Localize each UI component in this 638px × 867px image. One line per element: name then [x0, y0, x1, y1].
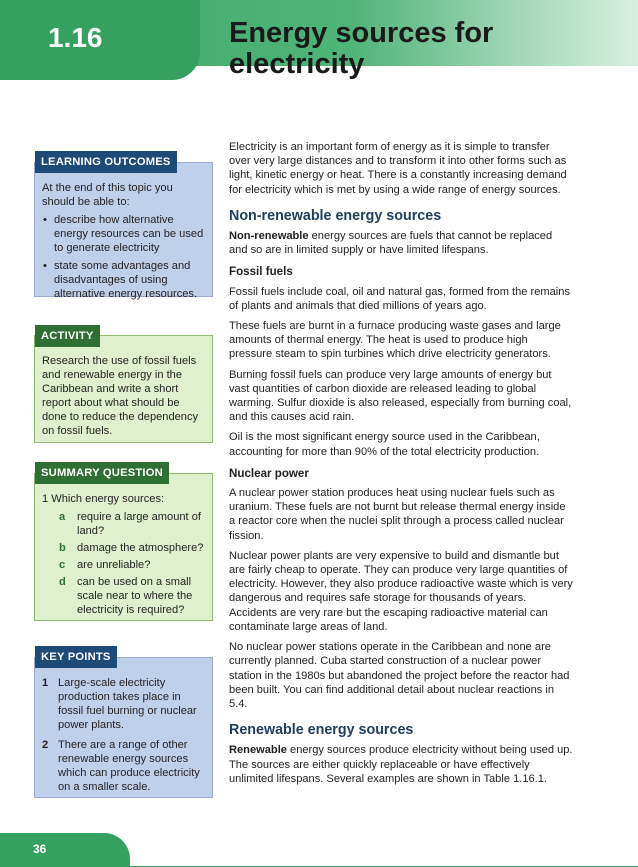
- part-text: require a large amount of land?: [77, 511, 201, 537]
- fossil-paragraph-2: These fuels are burnt in a furnace producing waste gases and large amounts of thermal energy. The heat is used to produce high pressure steam to spin turbines which drive electricity generators.: [229, 320, 561, 361]
- key-points-box: [34, 651, 213, 798]
- activity-text: Research the use of fossil fuels and renewable energy in the Caribbean and write a short report about what should be done to reduce the dependency on fossil fuels.: [42, 355, 199, 437]
- fossil-paragraph-3: Burning fossil fuels can produce very large amounts of energy but vast quantities of carbon dioxide are released leading to global warming. Sulfur dioxide is also released, especially from burning coal, and this causes acid rain.: [229, 368, 572, 424]
- part-letter: d: [59, 576, 66, 588]
- summary-question-parts: [42, 510, 206, 617]
- list-item: [42, 676, 206, 732]
- page-title-line2: electricity: [229, 48, 365, 80]
- list-item: [42, 575, 206, 617]
- summary-question-box: [34, 467, 213, 621]
- nonrenewable-heading: Non-renewable energy sources: [229, 207, 442, 224]
- main-text-column: [229, 140, 573, 792]
- footer-tab: [0, 833, 130, 867]
- list-item: [42, 541, 206, 555]
- nuclear-paragraph-3: No nuclear power stations operate in the Caribbean and none are currently planned. Cuba started construction of a nuclear power station in the 1980s but abandoned the project before the reactor had been built. You can find additional detail about nuclear reactions in 5.4.: [229, 641, 570, 710]
- list-item: • describe how alternative energy resources can be used to generate electricity: [42, 213, 206, 255]
- nuclear-power-heading: Nuclear power: [229, 466, 309, 480]
- page-title: [229, 18, 609, 80]
- renewable-paragraph: [229, 743, 573, 786]
- part-text: are unreliable?: [77, 559, 151, 571]
- part-letter: b: [59, 542, 66, 554]
- topic-number: 1.16: [48, 22, 103, 53]
- list-item: • state some advantages and disadvantages of using alternative energy resources.: [42, 259, 206, 301]
- fossil-paragraph-4: Oil is the most significant energy source used in the Caribbean, accounting for more than 90% of the total electricity production.: [229, 431, 540, 458]
- learning-outcomes-title: LEARNING OUTCOMES: [35, 151, 177, 173]
- renewable-text: energy sources produce electricity without being used up. The sources are either quickly replaceable or have effectively unlimited lifespans. Several examples are shown in Table 1.16.1.: [229, 744, 573, 785]
- part-letter: a: [59, 511, 66, 523]
- nonrenewable-text: energy sources are fuels that cannot be replaced and so are in limited supply or have limited lifespans.: [229, 230, 553, 257]
- learning-outcomes-list: [42, 213, 206, 301]
- page-title-line1: Energy sources for: [229, 17, 494, 49]
- fossil-paragraph-1: Fossil fuels include coal, oil and natural gas, formed from the remains of plants and animals that died millions of years ago.: [229, 285, 570, 312]
- intro-paragraph: Electricity is an important form of energy as it is simple to transfer over very large distances and to transform it into other forms such as light, kinetic energy or heat. There is a constantly increasing demand for electricity which is met by using a wide range of energy sources.: [229, 141, 567, 196]
- key-point-text: Large-scale electricity production takes place in fossil fuel burning or nuclear power plants.: [58, 677, 197, 731]
- list-item: [42, 510, 206, 538]
- summary-question-title: SUMMARY QUESTION: [35, 462, 169, 484]
- activity-title: ACTIVITY: [35, 325, 100, 347]
- part-text: can be used on a small scale near to where the electricity is required?: [77, 576, 193, 616]
- nuclear-paragraph-1: A nuclear power station produces heat using nuclear fuels such as uranium. These fuels are not burnt but release thermal energy inside a reactor core when the nuclei split through a process called nuclear fission.: [229, 487, 566, 542]
- key-points-list: [42, 676, 206, 794]
- nonrenewable-paragraph: [229, 229, 573, 257]
- list-item: [42, 558, 206, 572]
- summary-question-stem: 1 Which energy sources:: [42, 493, 165, 505]
- nuclear-paragraph-2: Nuclear power plants are very expensive to build and dismantle but are fairly cheap to operate. They can produce very large quantities of electricity. However, they also produce radioactive waste which is very dangerous and requires safe storage for thousands of years. Accidents are very rare but the escaping radioactive material can contaminate large areas of land.: [229, 549, 573, 633]
- nonrenewable-term: Non-renewable: [229, 230, 309, 243]
- part-text: damage the atmosphere?: [77, 542, 204, 554]
- fossil-fuels-heading: Fossil fuels: [229, 265, 293, 279]
- key-point-number: 2: [42, 739, 49, 751]
- key-point-text: There are a range of other renewable energy sources which can produce electricity on a smaller scale.: [58, 739, 200, 793]
- key-points-title: KEY POINTS: [35, 646, 117, 668]
- key-point-number: 1: [42, 677, 49, 689]
- list-item: [42, 738, 206, 794]
- page-number: 36: [33, 842, 47, 856]
- renewable-term: Renewable: [229, 744, 287, 757]
- learning-outcomes-intro: At the end of this topic you should be able to:: [42, 182, 173, 208]
- learning-outcomes-box: [34, 156, 213, 300]
- renewable-heading: Renewable energy sources: [229, 722, 414, 739]
- part-letter: c: [59, 559, 66, 571]
- activity-box: [34, 330, 213, 443]
